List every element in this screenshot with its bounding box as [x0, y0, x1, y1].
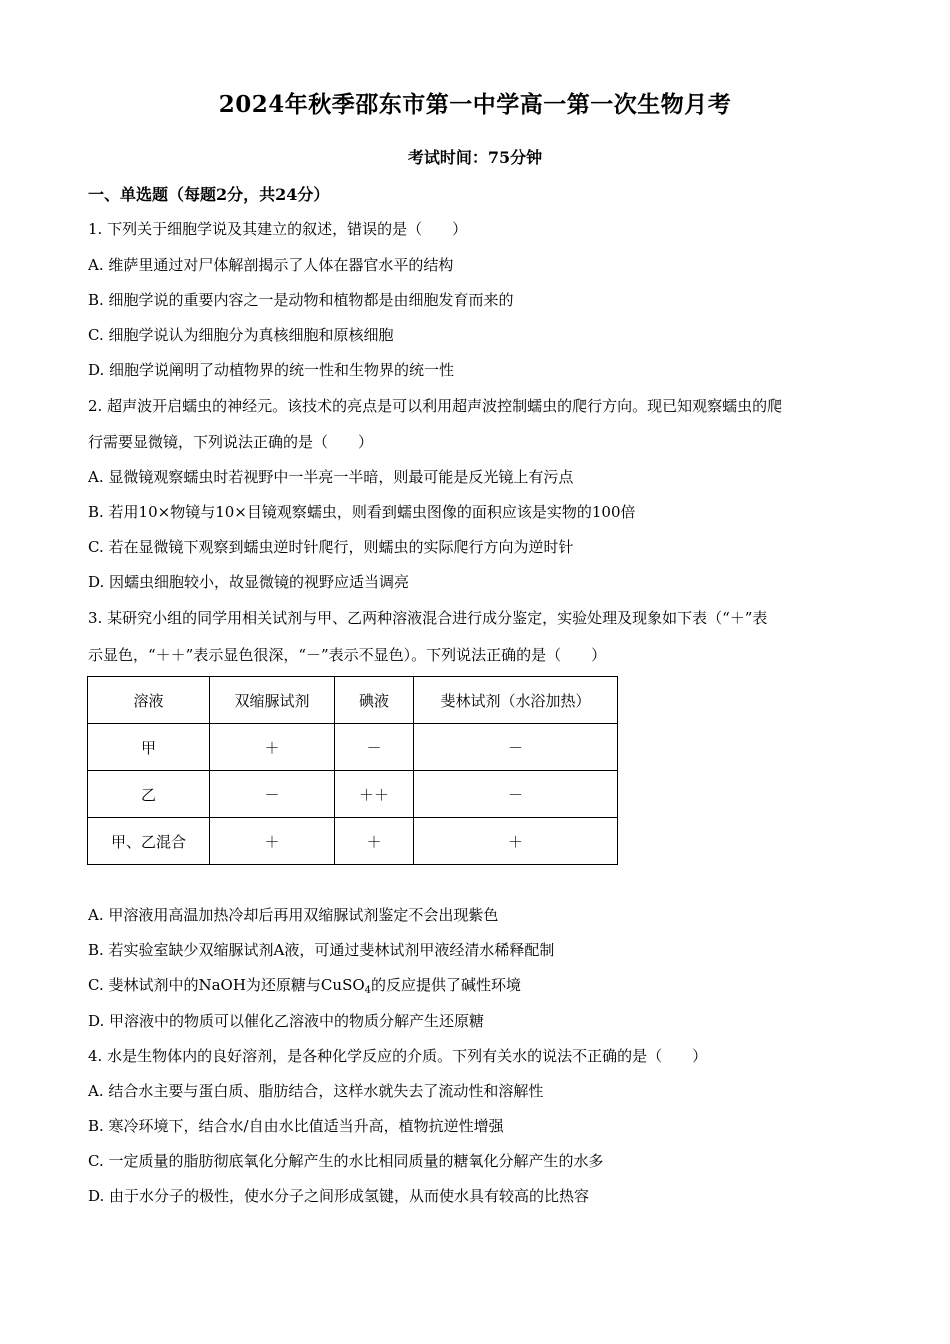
table-header-row: [88, 677, 618, 724]
table-header-cell: 双缩脲试剂: [210, 677, 335, 724]
question-3-option-b: B. 若实验室缺少双缩脲试剂A液，可通过斐林试剂甲液经清水稀释配制: [88, 941, 555, 959]
question-1-option-c: C. 细胞学说认为细胞分为真核细胞和原核细胞: [88, 326, 394, 344]
question-1-option-a: A. 维萨里通过对尸体解剖揭示了人体在器官水平的结构: [88, 256, 454, 274]
table-cell: ＋: [414, 818, 618, 865]
table-row: [88, 771, 618, 818]
question-2-stem-line-1: 2. 超声波开启蠕虫的神经元。该技术的亮点是可以利用超声波控制蠕虫的爬行方向。现已知观察蠕虫的爬: [88, 397, 783, 415]
table-cell: 甲、乙混合: [88, 818, 210, 865]
reagent-results-table: [87, 676, 618, 865]
question-1-stem: 1. 下列关于细胞学说及其建立的叙述，错误的是（ ）: [88, 220, 468, 238]
question-3-option-c-text-end: 的反应提供了碱性环境: [371, 976, 522, 994]
question-4-stem: 4. 水是生物体内的良好溶剂，是各种化学反应的介质。下列有关水的说法不正确的是（ ）: [88, 1047, 708, 1065]
question-3-option-c: [88, 975, 521, 1001]
table-cell: ＋: [210, 724, 335, 771]
question-2-stem-line-2: 行需要显微镜，下列说法正确的是（ ）: [88, 433, 374, 451]
subscript-4: 4: [364, 985, 372, 996]
table-cell: ＋: [210, 818, 335, 865]
table-cell: －: [335, 724, 414, 771]
question-2-option-b: B. 若用10×物镜与10×目镜观察蠕虫，则看到蠕虫图像的面积应该是实物的100倍: [88, 503, 636, 521]
table-cell: ＋: [335, 818, 414, 865]
question-2-option-a: A. 显微镜观察蠕虫时若视野中一半亮一半暗，则最可能是反光镜上有污点: [88, 468, 574, 486]
question-4-option-b: B. 寒冷环境下，结合水/自由水比值适当升高，植物抗逆性增强: [88, 1117, 504, 1135]
table-cell: ＋＋: [335, 771, 414, 818]
table-cell: 甲: [88, 724, 210, 771]
question-3-stem-line-1: 3. 某研究小组的同学用相关试剂与甲、乙两种溶液混合进行成分鉴定，实验处理及现象如下表（“＋”表: [88, 609, 768, 627]
exam-title: 2024年秋季邵东市第一中学高一第一次生物月考: [218, 91, 732, 118]
table-row: [88, 818, 618, 865]
table-cell: －: [414, 771, 618, 818]
question-4-option-d: D. 由于水分子的极性，使水分子之间形成氢键，从而使水具有较高的比热容: [88, 1187, 590, 1205]
question-1-option-d: D. 细胞学说阐明了动植物界的统一性和生物界的统一性: [88, 361, 455, 379]
table-header-cell: 斐林试剂（水浴加热）: [414, 677, 618, 724]
question-2-option-d: D. 因蠕虫细胞较小，故显微镜的视野应适当调亮: [88, 573, 410, 591]
table-cell: 乙: [88, 771, 210, 818]
table-row: [88, 724, 618, 771]
question-2-option-c: C. 若在显微镜下观察到蠕虫逆时针爬行，则蠕虫的实际爬行方向为逆时针: [88, 538, 574, 556]
section-heading-single-choice: 一、单选题（每题2分，共24分）: [88, 185, 330, 204]
question-3-option-d: D. 甲溶液中的物质可以催化乙溶液中的物质分解产生还原糖: [88, 1012, 485, 1030]
question-4-option-c: C. 一定质量的脂肪彻底氧化分解产生的水比相同质量的糖氧化分解产生的水多: [88, 1152, 604, 1170]
question-3-stem-line-2: 示显色，“＋＋”表示显色很深，“－”表示不显色）。下列说法正确的是（ ）: [88, 646, 607, 664]
question-3-option-a: A. 甲溶液用高温加热冷却后再用双缩脲试剂鉴定不会出现紫色: [88, 906, 499, 924]
table-cell: －: [210, 771, 335, 818]
question-3-option-c-text: C. 斐林试剂中的NaOH为还原糖与CuSO: [88, 976, 365, 994]
question-4-option-a: A. 结合水主要与蛋白质、脂肪结合，这样水就失去了流动性和溶解性: [88, 1082, 544, 1100]
table-header-cell: 碘液: [335, 677, 414, 724]
exam-time: 考试时间：75分钟: [407, 148, 543, 167]
table-header-cell: 溶液: [88, 677, 210, 724]
table-cell: －: [414, 724, 618, 771]
question-1-option-b: B. 细胞学说的重要内容之一是动物和植物都是由细胞发育而来的: [88, 291, 514, 309]
